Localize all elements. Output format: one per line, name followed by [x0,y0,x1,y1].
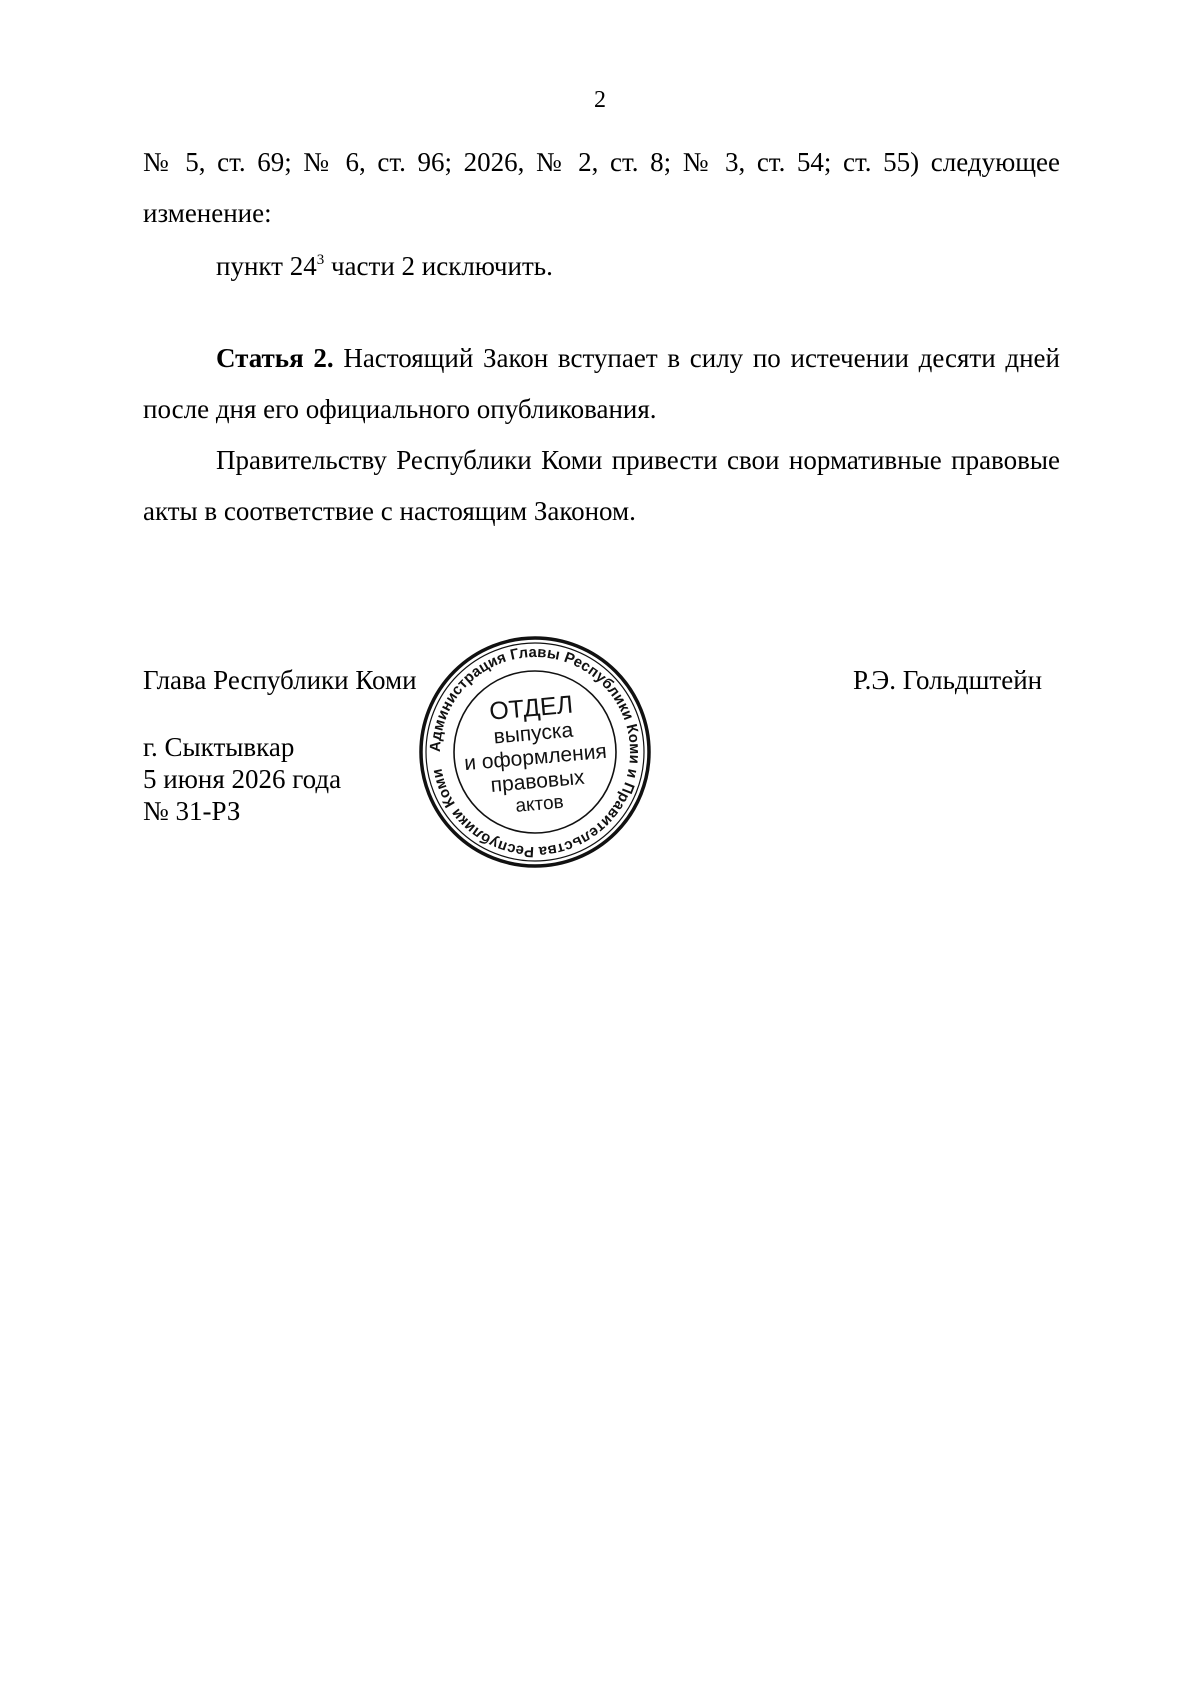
exclusion-text-start: пункт 24 [216,251,317,281]
law-date: 5 июня 2026 года [143,764,342,794]
article-2-text: Настоящий Закон вступает в силу по истечении десяти дней после дня его официального опубликования. [143,343,1060,424]
exclusion-superscript: 3 [316,252,325,268]
amendment-sources-text: № 5, ст. 69; № 6, ст. 96; 2026, № 2, ст. 8; № 3, ст. 54; ст. 55) следующее изменение: [143,147,1060,228]
law-number: № 31-РЗ [143,796,241,826]
stamp-center-line-2: выпуска [492,718,575,749]
stamp-ring-text: Администрация Главы Республики Коми и Правительства Республики Коми [426,643,644,861]
stamp-center-line-5: актов [514,791,565,817]
exclusion-text-end: части 2 исключить. [324,251,553,281]
paragraph-exclusion [143,241,1060,292]
signatory-title: Глава Республики Коми [143,665,417,695]
stamp-center-line-3: и оформления [463,739,608,776]
paragraph-article-2 [143,333,1060,435]
paragraph-amendment-sources [143,137,1060,239]
signatory-name: Р.Э. Гольдштейн [853,665,1043,695]
government-instruction-text: Правительству Республики Коми привести свои нормативные правовые акты в соответствие с настоящим Законом. [143,445,1060,526]
article-2-label: Статья 2. [216,343,334,373]
paragraph-government-instruction [143,435,1060,537]
official-stamp [415,634,655,870]
stamp-center-line-4: правовых [489,765,586,797]
page-number: 2 [594,87,606,113]
place-date-block [143,731,341,827]
city: г. Сыктывкар [143,732,295,762]
stamp-center-line-1: ОТДЕЛ [488,690,575,726]
